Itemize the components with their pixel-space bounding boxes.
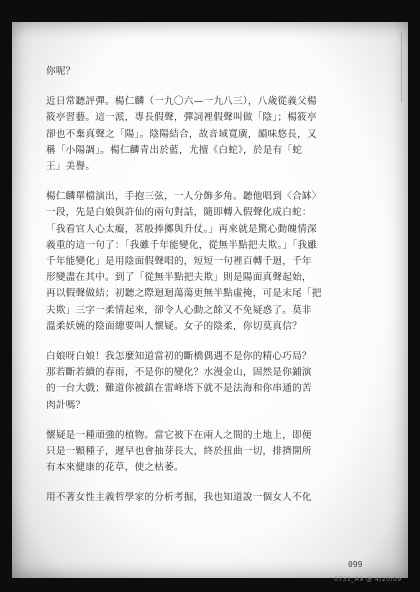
paragraph-3: 楊仁麟單檔演出，手抱三弦，一人分飾多角。聽他唱到〈合缽〉 一段，先是白娘與許仙的兩句對話，隨即轉入假聲化成白蛇： 「我看官人心太癡，茗般捧擲與升仗。」再來就是驚心動魄情深 義重的這一句了：「我雖千年能變化，從無半點把夫欺。」「我雖 千年能變化」是用陰面假聲唱的，短短一句裡百轉千迴，千年 形變盡在其中。到了「從無半點把夫欺」則是陽面真聲起始， 再以假聲做結；初聽之際迴迴蕩蕩更無半點虛掩，可是末尾「把 夫欺」三字一柔情起來，卻令人心動之餘又不免疑惑了。莫非 溫柔妖嬈的陰面總要叫人懷疑。女子的陰柔，你切莫真信？ xyxy=(46,191,322,332)
page-number: 099 xyxy=(348,560,363,569)
page-body xyxy=(46,64,378,521)
paragraph-6: 用不著女性主義哲學家的分析考掘，我也知道說一個女人不化 xyxy=(46,492,312,504)
page-edge-shadow xyxy=(401,32,402,102)
print-stamp: 0731_A9 @ 4/20/09 xyxy=(334,576,402,583)
book-page xyxy=(12,22,408,583)
paragraph-1: 你呢？ xyxy=(46,66,76,77)
paragraph-4: 白娘呀白娘！我怎麼知道當初的斷橋偶遇不是你的精心巧局？ 那若斷若續的春雨，不是你的變化？水漫金山，固然是你鋪演 的一台大戲；難道你被鎮在雷峰塔下就不是法海和你串通的苦 肉計嗎？ xyxy=(46,351,312,411)
paragraph-2: 近日常聽評彈。楊仁麟（一九〇六—一九八三），八歲從義父楊 筱亭習藝。這一派，專長假聲，彈詞裡假聲叫做「陰」；楊筱亭 卻也不棄真聲之「陽」。陰陽結合，故音域寬廣，韻味悠長，又 稱「小陽調」。楊仁麟青出於藍，尤擅《白蛇》，於是有「蛇 王」美譽。 xyxy=(46,96,317,173)
paragraph-5: 懷疑是一種頑強的植物。當它被下在兩人之間的土地上，即便 只是一顆種子，遲早也會抽芽長大，終於扭曲一切，排擠開所 有本來健康的花草，使之枯萎。 xyxy=(46,429,312,474)
